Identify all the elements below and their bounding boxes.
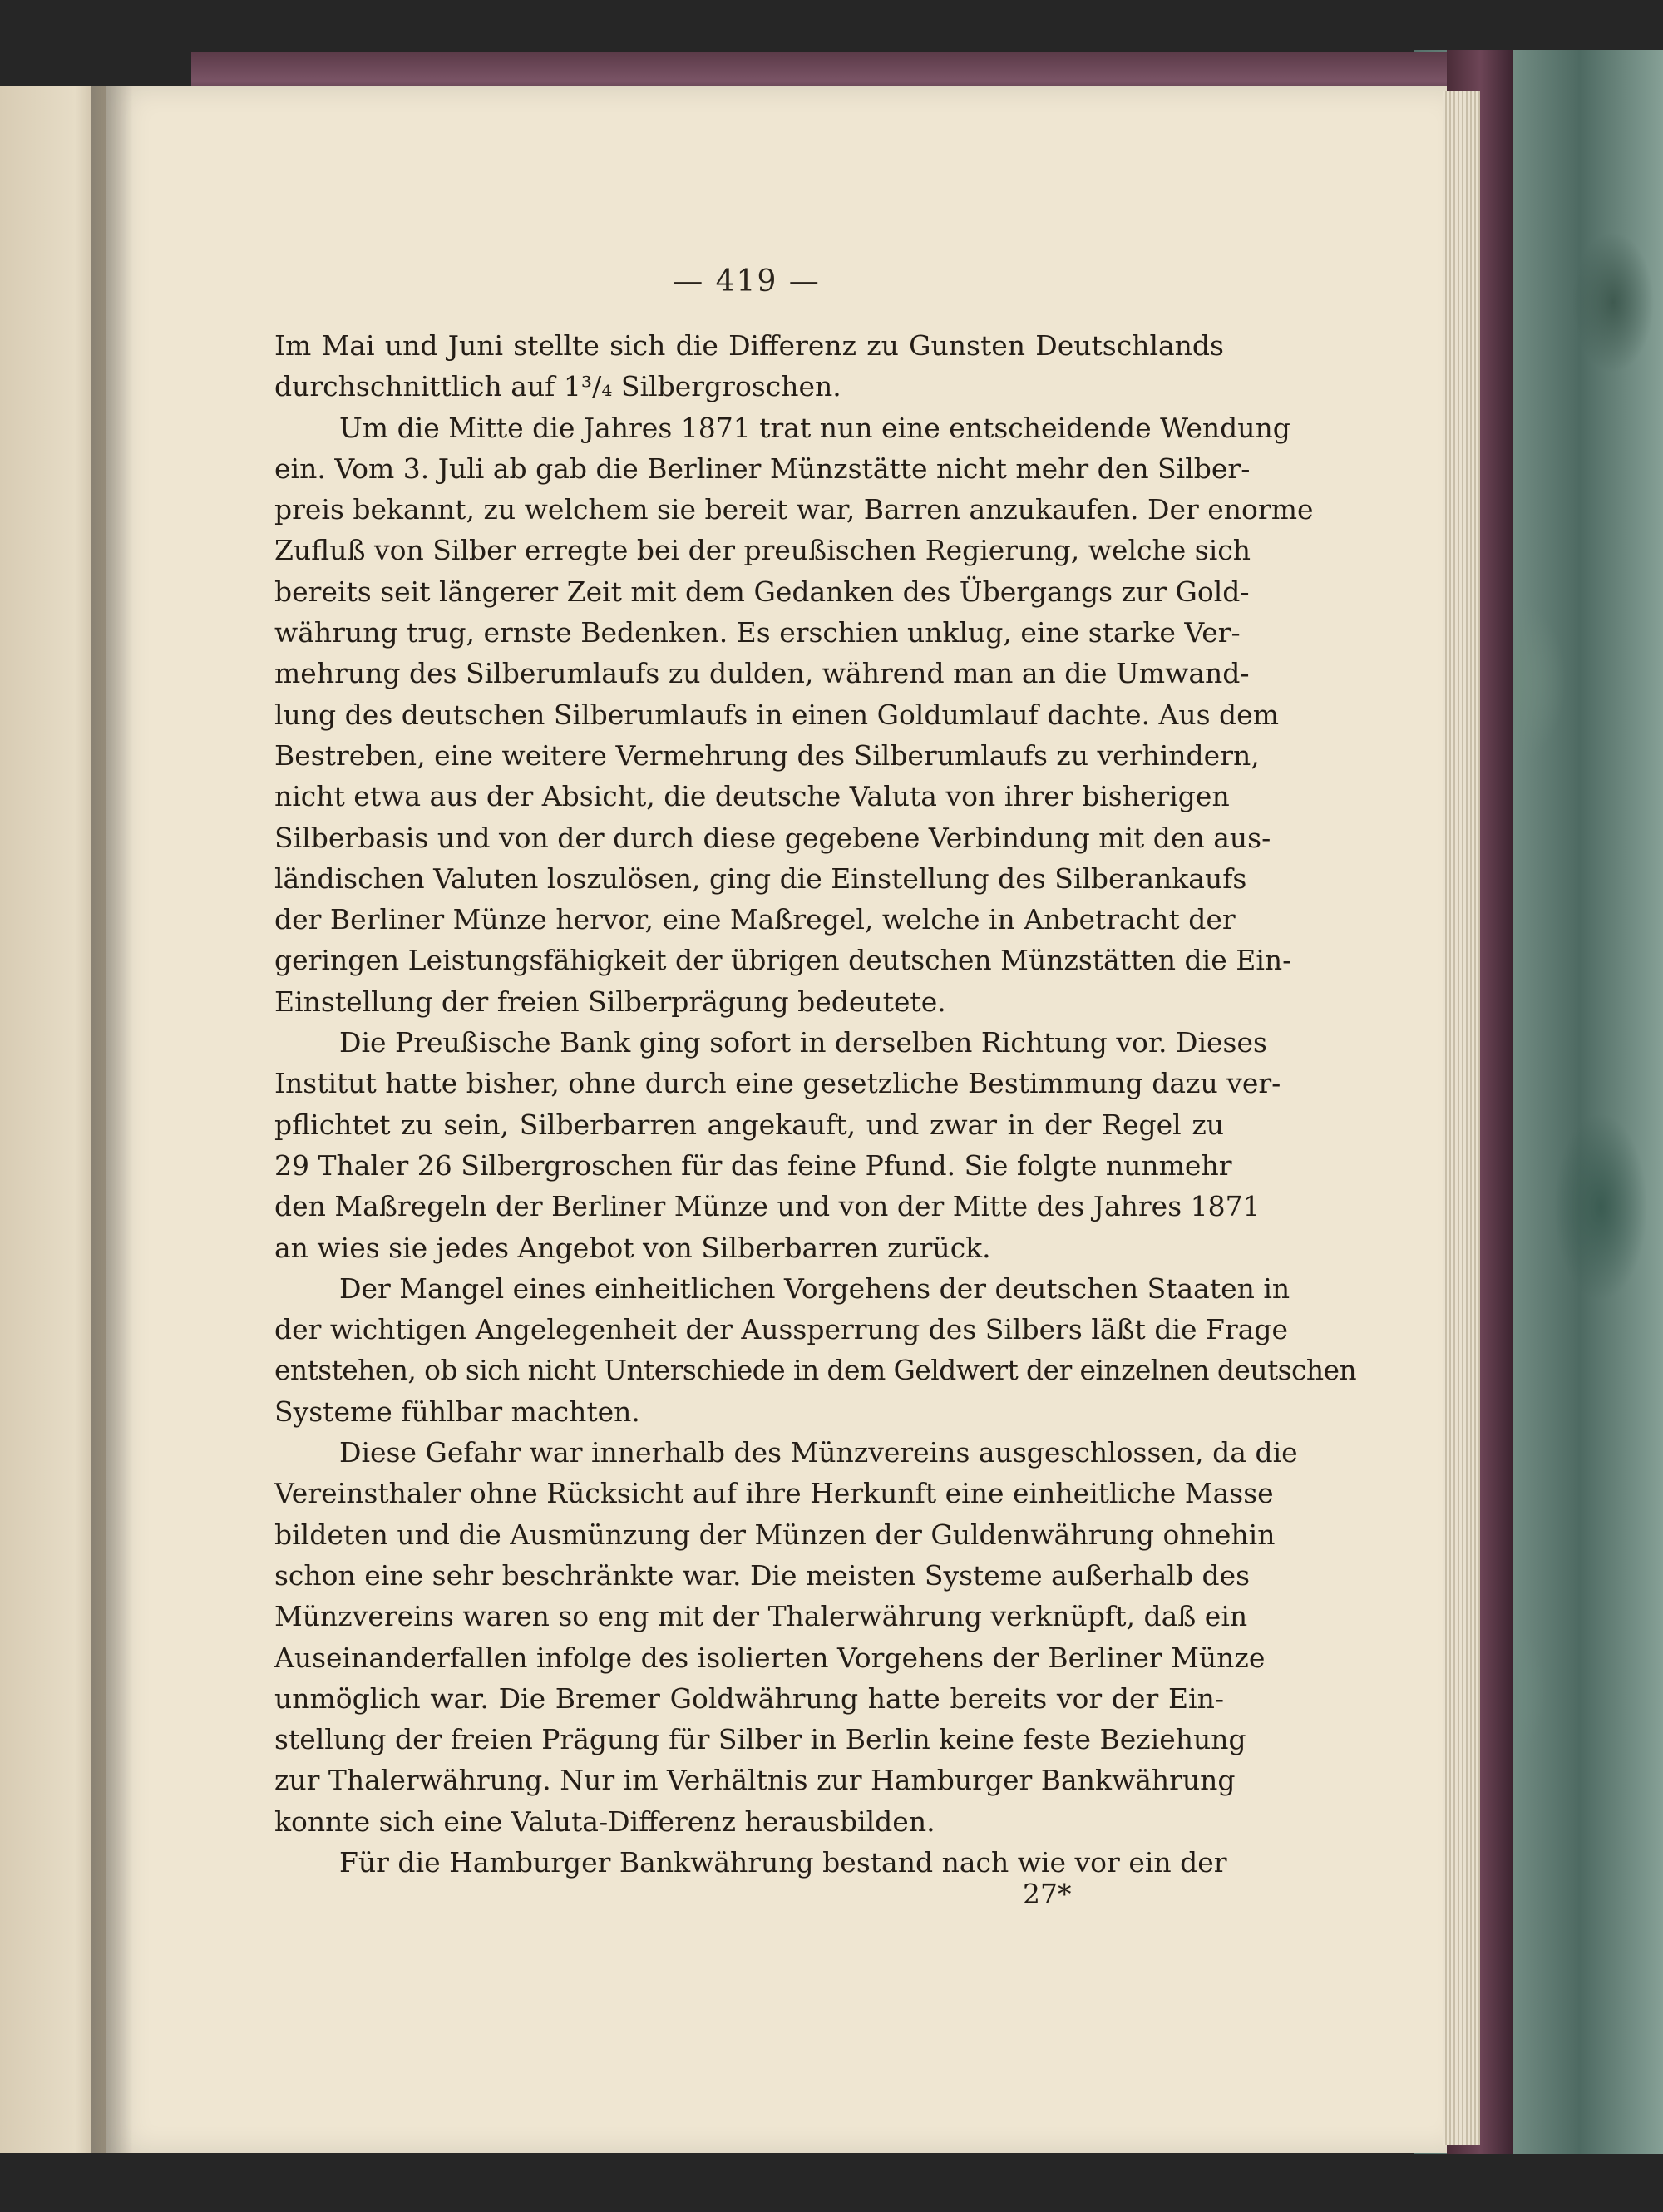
text-line: nicht etwa aus der Absicht, die deutsche Valuta von ihrer bisherigen — [274, 780, 1230, 813]
text-line: Einstellung der freien Silberprägung bedeutete. — [274, 985, 946, 1018]
text-line: Vereinsthaler ohne Rücksicht auf ihre Herkunft eine einheitliche Masse — [274, 1477, 1274, 1510]
text-line: Im Mai und Juni stellte sich die Differenz zu Gunsten Deutschlands — [274, 329, 1224, 362]
text-line: an wies sie jedes Angebot von Silberbarren zurück. — [274, 1231, 991, 1264]
text-line: Münzvereins waren so eng mit der Thalerwährung verknüpft, daß ein — [274, 1600, 1248, 1633]
page-number: — 419 — — [673, 264, 821, 299]
text-line: Um die Mitte die Jahres 1871 trat nun eine entscheidende Wendung — [339, 411, 1290, 444]
text-line: stellung der freien Prägung für Silber in Berlin keine feste Beziehung — [274, 1723, 1246, 1756]
gutter-shadow — [91, 86, 133, 2153]
text-line: Für die Hamburger Bankwährung bestand nach wie vor ein der — [339, 1845, 1227, 1879]
text-line: durchschnittlich auf 1³/₄ Silbergroschen. — [274, 370, 841, 403]
text-line: Systeme fühlbar machten. — [274, 1395, 640, 1428]
text-line: Silberbasis und von der durch diese gegebene Verbindung mit den aus- — [274, 821, 1271, 854]
text-line: Institut hatte bisher, ohne durch eine gesetzliche Bestimmung dazu ver- — [274, 1067, 1281, 1100]
signature-mark: 27* — [1023, 1878, 1072, 1910]
text-line: geringen Leistungsfähigkeit der übrigen deutschen Münzstätten die Ein- — [274, 944, 1292, 977]
text-line: Zufluß von Silber erregte bei der preußischen Regierung, welche sich — [274, 534, 1251, 567]
text-line: konnte sich eine Valuta-Differenz herausbilden. — [274, 1805, 935, 1838]
text-line: Der Mangel eines einheitlichen Vorgehens der deutschen Staaten in — [339, 1271, 1290, 1305]
text-line: preis bekannt, zu welchem sie bereit war, Barren anzukaufen. Der enorme — [274, 493, 1314, 526]
page-edges — [1443, 91, 1480, 2145]
text-line: bereits seit längerer Zeit mit dem Gedanken des Übergangs zur Gold- — [274, 575, 1250, 608]
text-line: ein. Vom 3. Juli ab gab die Berliner Münzstätte nicht mehr den Silber- — [274, 452, 1251, 485]
text-line: entstehen, ob sich nicht Unterschiede in dem Geldwert der einzelnen deutschen — [274, 1354, 1357, 1387]
text-line: Bestreben, eine weitere Vermehrung des Silberumlaufs zu verhindern, — [274, 738, 1260, 772]
body-text — [274, 325, 1357, 1883]
text-line: währung trug, ernste Bedenken. Es erschien unklug, eine starke Ver- — [274, 616, 1241, 649]
text-line: Diese Gefahr war innerhalb des Münzvereins ausgeschlossen, da die — [339, 1436, 1298, 1469]
text-line: Die Preußische Bank ging sofort in derselben Richtung vor. Dieses — [339, 1026, 1267, 1059]
text-line: unmöglich war. Die Bremer Goldwährung hatte bereits vor der Ein- — [274, 1681, 1224, 1715]
text-line: der wichtigen Angelegenheit der Aussperrung des Silbers läßt die Frage — [274, 1313, 1289, 1346]
text-line: mehrung des Silberumlaufs zu dulden, während man an die Umwand- — [274, 657, 1250, 690]
text-line: zur Thalerwährung. Nur im Verhältnis zur Hamburger Bankwährung — [274, 1764, 1236, 1797]
text-line: lung des deutschen Silberumlaufs in einen Goldumlauf dachte. Aus dem — [274, 698, 1279, 731]
text-line: ländischen Valuten loszulösen, ging die Einstellung des Silberankaufs — [274, 862, 1247, 895]
text-line: den Maßregeln der Berliner Münze und von der Mitte des Jahres 1871 — [274, 1190, 1261, 1223]
text-line: schon eine sehr beschränkte war. Die meisten Systeme außerhalb des — [274, 1558, 1251, 1592]
text-line: Auseinanderfallen infolge des isolierten Vorgehens der Berliner Münze — [274, 1641, 1266, 1674]
text-line: bildeten und die Ausmünzung der Münzen der Guldenwährung ohnehin — [274, 1518, 1276, 1551]
text-line: pflichtet zu sein, Silberbarren angekauft, und zwar in der Regel zu — [274, 1108, 1224, 1141]
text-line: 29 Thaler 26 Silbergroschen für das feine Pfund. Sie folgte nunmehr — [274, 1148, 1232, 1182]
text-line: der Berliner Münze hervor, eine Maßregel, welche in Anbetracht der — [274, 903, 1236, 936]
